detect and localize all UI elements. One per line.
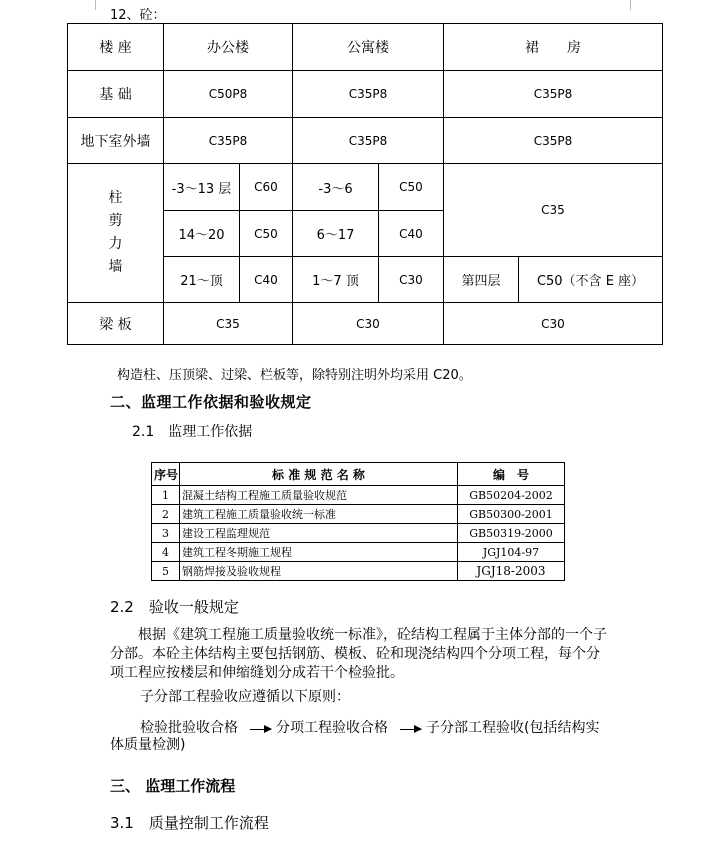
standards-header-row [152,463,565,486]
row-code: GB50204-2002 [458,486,565,505]
basement-wall-row [68,118,663,164]
page-corner-mark-left [85,0,96,10]
row-no: 4 [152,543,180,562]
row-name: 建筑工程冬期施工规程 [180,543,458,562]
table-row [152,505,565,524]
subheading-supervision-basis: 2.1 监理工作依据 [132,424,253,440]
apartment-grade: C30 [379,257,444,303]
column-wall-label [68,164,164,303]
foundation-row [68,71,663,118]
office-floor-range: 21～顶 [164,257,240,303]
column-wall-char: 力 [108,236,123,252]
paragraph-acceptance: 根据《建筑工程施工质量验收统一标准》，砼结构工程属于主体分部的一个子分部。本砼主体结构主要包括钢筋、模板、砼和现浇结构四个分项工程，每个分项工程应按楼层和伸缩缝划分成若干个检验批。 [110,627,607,681]
row-no: 3 [152,524,180,543]
beam-slab-row [68,303,663,345]
subheading-quality-control-flow: 3.1 质量控制工作流程 [110,814,269,832]
flow-step-inspection-lot: 检验批验收合格 [140,720,238,736]
basement-wall-label: 地下室外墙 [68,118,164,164]
row-code: GB50319-2000 [458,524,565,543]
flow-step-subdivision: 子分部工程验收(包括结构实 [426,720,600,736]
beam-slab-label: 梁 板 [68,303,164,345]
section-heading-workflow: 三、 监理工作流程 [110,777,236,795]
concrete-grade-table [67,23,663,345]
header-no: 序号 [152,463,180,486]
header-name: 标 准 规 范 名 称 [180,463,458,486]
apartment-grade: C40 [379,211,444,257]
header-code: 编 号 [458,463,565,486]
foundation-label: 基 础 [68,71,164,118]
table-row [152,486,565,505]
header-office: 办公楼 [164,24,293,71]
standards-table [151,462,565,581]
office-grade: C40 [240,257,293,303]
office-floor-range: -3～13 层 [164,164,240,211]
page-corner-mark-right [630,0,641,10]
row-no: 2 [152,505,180,524]
row-no: 1 [152,486,180,505]
basement-wall-office: C35P8 [164,118,293,164]
office-grade: C50 [240,211,293,257]
foundation-office: C50P8 [164,71,293,118]
row-name: 混凝土结构工程施工质量验收规范 [180,486,458,505]
header-building: 楼 座 [68,24,164,71]
office-grade: C60 [240,164,293,211]
apartment-floor-range: 6～17 [293,211,379,257]
header-podium: 裙 房 [444,24,663,71]
office-floor-range: 14～20 [164,211,240,257]
table-row [152,524,565,543]
row-name: 钢筋焊接及验收规程 [180,562,458,581]
row-code: JGJ18-2003 [458,562,565,581]
row-name: 建筑工程施工质量验收统一标准 [180,505,458,524]
basement-wall-podium: C35P8 [444,118,663,164]
section-label: 12、砼： [110,8,166,23]
foundation-podium: C35P8 [444,71,663,118]
apartment-floor-range: 1～7 顶 [293,257,379,303]
column-wall-char: 墙 [108,259,123,275]
beam-slab-apartment: C30 [293,303,444,345]
foundation-apartment: C35P8 [293,71,444,118]
apartment-grade: C50 [379,164,444,211]
apartment-floor-range: -3～6 [293,164,379,211]
beam-slab-podium: C30 [444,303,663,345]
podium-column-grade: C35 [444,164,663,257]
podium-floor-grade: C50（不含 E 座） [519,257,663,303]
basement-wall-apartment: C35P8 [293,118,444,164]
row-no: 5 [152,562,180,581]
column-wall-char: 柱 [108,190,123,206]
header-apartment: 公寓楼 [293,24,444,71]
beam-slab-office: C35 [164,303,293,345]
podium-floor-label: 第四层 [444,257,519,303]
paragraph-principles: 子分部工程验收应遵循以下原则： [140,689,350,705]
row-name: 建设工程监理规范 [180,524,458,543]
column-wall-row-1 [68,164,663,211]
flow-step-subitem: 分项工程验收合格 [276,720,388,736]
table-row [152,562,565,581]
column-wall-char: 剪 [108,213,123,229]
flow-step-subdivision-cont: 体质量检测) [110,737,186,753]
row-code: JGJ104-97 [458,543,565,562]
table-header-row [68,24,663,71]
table-row [152,543,565,562]
section-heading-supervision-basis: 二、监理工作依据和验收规定 [110,393,312,411]
subheading-acceptance-rules: 2.2 验收一般规定 [110,598,239,616]
flow-arrow-icon [250,729,271,730]
row-code: GB50300-2001 [458,505,565,524]
flow-arrow-icon [400,729,421,730]
concrete-note: 构造柱、压顶梁、过梁、栏板等，除特别注明外均采用 C20。 [117,368,472,383]
